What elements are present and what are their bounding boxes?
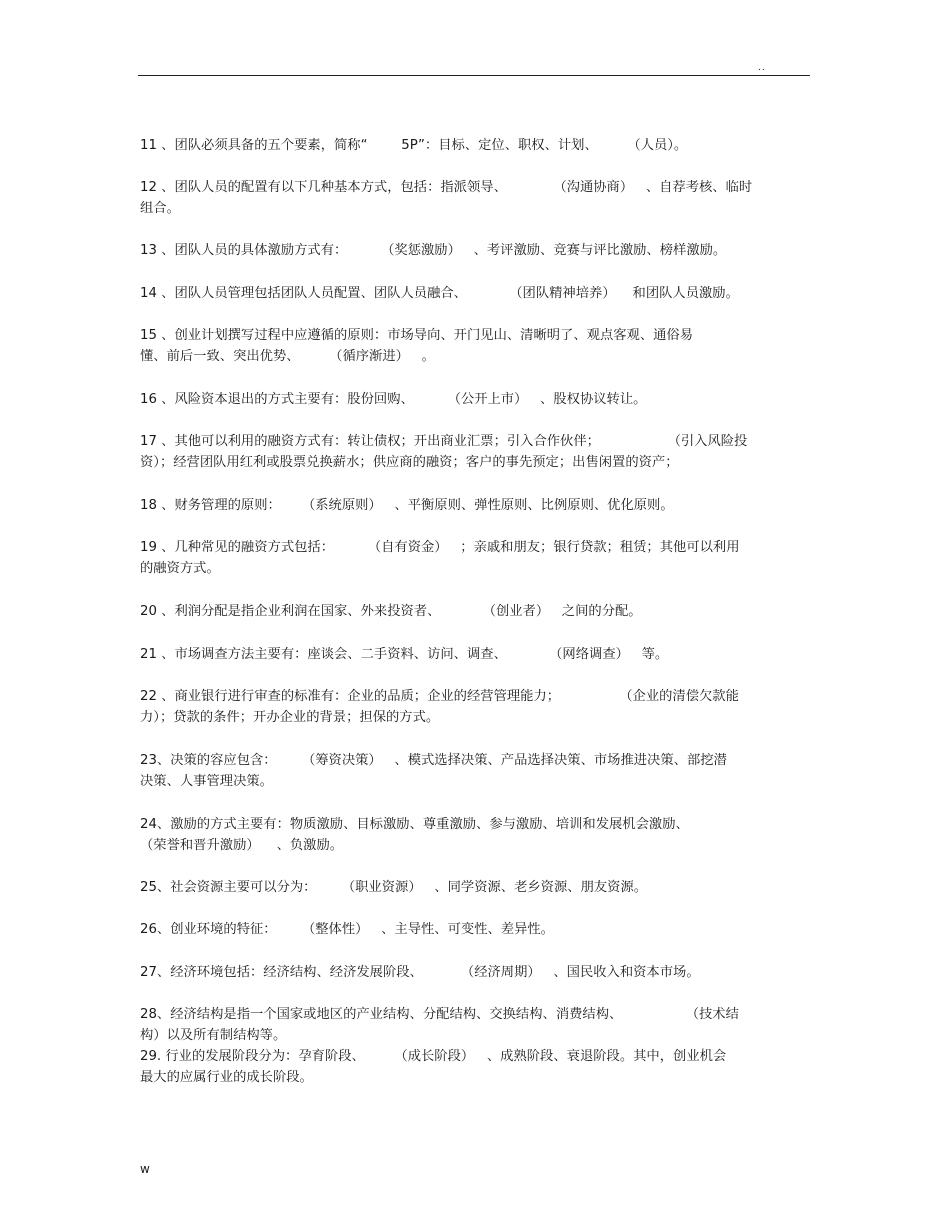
line: 28、经济结构是指一个国家或地区的产业结构、分配结构、交换结构、消费结构、 （技术结 xyxy=(140,1007,739,1022)
line: 13 、团队人员的具体激励方式有： （奖惩激励） 、考评激励、竞赛与评比激励、榜样激励。 xyxy=(140,243,727,258)
item-27 xyxy=(140,962,800,983)
header-rule xyxy=(138,75,810,76)
item-11 xyxy=(140,135,800,156)
line: 构）以及所有制结构等。 xyxy=(140,1028,287,1043)
item-18 xyxy=(140,495,800,516)
line: 29. 行业的发展阶段分为：孕育阶段、 （成长阶段） 、成熟阶段、衰退阶段。其中，创业机会 xyxy=(140,1049,727,1064)
footer-mark: w xyxy=(140,1162,150,1176)
line: 23、决策的容应包含： （筹资决策） 、模式选择决策、产品选择决策、市场推进决策、部挖潜 xyxy=(140,753,727,768)
line: 最大的应属行业的成长阶段。 xyxy=(140,1070,313,1085)
line: 决策、人事管理决策。 xyxy=(140,774,273,789)
item-17 xyxy=(140,431,800,473)
line: 27、经济环境包括：经济结构、经济发展阶段、 （经济周期） 、国民收入和资本市场。 xyxy=(140,965,700,980)
item-28 xyxy=(140,1004,800,1046)
item-23 xyxy=(140,750,800,792)
line: 14 、团队人员管理包括团队人员配置、团队人员融合、 （团队精神培养） 和团队人员激励。 xyxy=(140,286,739,301)
item-26 xyxy=(140,919,800,940)
item-29 xyxy=(140,1046,800,1088)
line: 17 、其他可以利用的融资方式有：转让债权；开出商业汇票；引入合作伙伴； （引入风险投 xyxy=(140,434,748,449)
item-21 xyxy=(140,644,800,665)
line: 的融资方式。 xyxy=(140,561,220,576)
line: 19 、几种常见的融资方式包括： （自有资金） ；亲戚和朋友；银行贷款；租赁；其他可以利用 xyxy=(140,540,740,555)
line: 26、创业环境的特征： （整体性） 、主导性、可变性、差异性。 xyxy=(140,922,554,937)
item-25 xyxy=(140,877,800,898)
line: 18 、财务管理的原则： （系统原则） 、平衡原则、弹性原则、比例原则、优化原则。 xyxy=(140,498,674,513)
line: 22 、商业银行进行审查的标准有：企业的品质；企业的经营管理能力； （企业的清偿欠款能 xyxy=(140,689,739,704)
line: 12 、团队人员的配置有以下几种基本方式，包括：指派领导、 （沟通协商） 、自荐考核、临时 xyxy=(140,180,753,195)
item-12 xyxy=(140,177,800,219)
item-16 xyxy=(140,389,800,410)
line: 16 、风险资本退出的方式主要有：股份回购、 （公开上市） 、股权协议转让。 xyxy=(140,392,647,407)
item-20 xyxy=(140,601,800,622)
item-22 xyxy=(140,686,800,728)
line: 11 、团队必须具备的五个要素，简称“ 5P”：目标、定位、职权、计划、 （人员）。 xyxy=(140,138,688,153)
line: 24、激励的方式主要有：物质激励、目标激励、尊重激励、参与激励、培训和发展机会激励、 xyxy=(140,817,689,832)
line: 组合。 xyxy=(140,201,180,216)
header-mark: .. xyxy=(758,63,766,73)
item-19 xyxy=(140,537,800,579)
line: 力）；贷款的条件；开办企业的背景；担保的方式。 xyxy=(140,710,440,725)
item-13 xyxy=(140,240,800,261)
item-15 xyxy=(140,325,800,367)
line: 20 、利润分配是指企业利润在国家、外来投资者、 （创业者） 之间的分配。 xyxy=(140,604,642,619)
line: 资）；经营团队用红利或股票兑换薪水；供应商的融资；客户的事先预定；出售闲置的资产； xyxy=(140,455,679,470)
line: 25、社会资源主要可以分为： （职业资源） 、同学资源、老乡资源、朋友资源。 xyxy=(140,880,648,895)
line: （荣誉和晋升激励） 、负激励。 xyxy=(140,838,344,853)
line: 21 、市场调查方法主要有：座谈会、二手资料、访问、调查、 （网络调查） 等。 xyxy=(140,647,669,662)
line: 15 、创业计划撰写过程中应遵循的原则：市场导向、开门见山、清晰明了、观点客观、通俗易 xyxy=(140,328,694,343)
item-24 xyxy=(140,814,800,856)
item-14 xyxy=(140,283,800,304)
line: 懂、前后一致、突出优势、 （循序渐进） 。 xyxy=(140,349,435,364)
